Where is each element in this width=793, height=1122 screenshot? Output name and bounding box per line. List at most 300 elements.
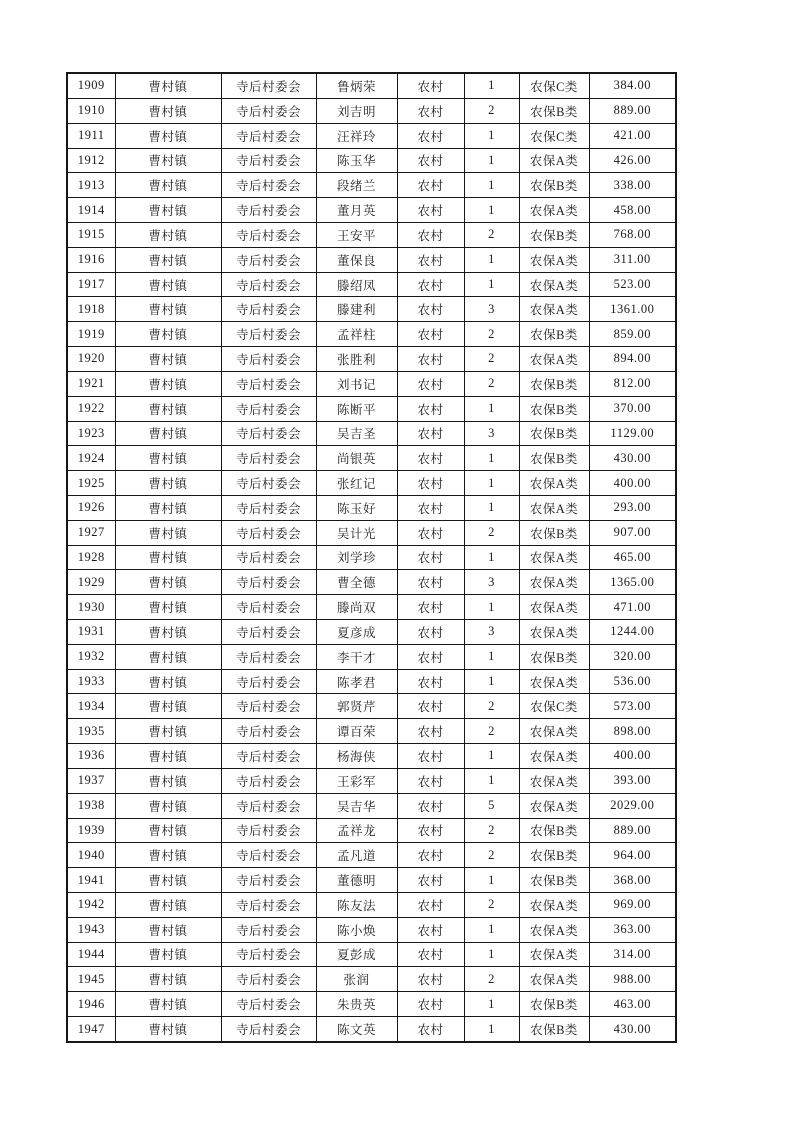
insurance-category: 农保A类 (519, 669, 589, 694)
town-name: 曹村镇 (115, 396, 221, 421)
amount: 2029.00 (589, 793, 676, 818)
insurance-category: 农保B类 (519, 98, 589, 123)
person-name: 张红记 (316, 471, 397, 496)
table-row (67, 421, 676, 446)
insurance-category: 农保B类 (519, 322, 589, 347)
table-row (67, 371, 676, 396)
village-committee: 寺后村委会 (221, 942, 316, 967)
person-name: 吴吉华 (316, 793, 397, 818)
insurance-category: 农保A类 (519, 595, 589, 620)
village-committee: 寺后村委会 (221, 892, 316, 917)
village-committee: 寺后村委会 (221, 520, 316, 545)
person-name: 陈断平 (316, 396, 397, 421)
table-row (67, 73, 676, 98)
town-name: 曹村镇 (115, 98, 221, 123)
row-number: 1928 (67, 545, 115, 570)
insurance-category: 农保A类 (519, 620, 589, 645)
village-committee: 寺后村委会 (221, 1017, 316, 1042)
residence-type: 农村 (397, 570, 464, 595)
person-count: 2 (464, 98, 519, 123)
insurance-category: 农保B类 (519, 173, 589, 198)
person-name: 陈孝君 (316, 669, 397, 694)
person-count: 1 (464, 992, 519, 1017)
insurance-category: 农保A类 (519, 744, 589, 769)
table-row (67, 868, 676, 893)
residence-type: 农村 (397, 719, 464, 744)
table-row (67, 818, 676, 843)
village-committee: 寺后村委会 (221, 768, 316, 793)
amount: 536.00 (589, 669, 676, 694)
person-name: 董保良 (316, 247, 397, 272)
table-row (67, 247, 676, 272)
person-name: 曹全德 (316, 570, 397, 595)
residence-type: 农村 (397, 818, 464, 843)
row-number: 1914 (67, 198, 115, 223)
town-name: 曹村镇 (115, 73, 221, 98)
amount: 338.00 (589, 173, 676, 198)
town-name: 曹村镇 (115, 570, 221, 595)
row-number: 1944 (67, 942, 115, 967)
row-number: 1942 (67, 892, 115, 917)
town-name: 曹村镇 (115, 917, 221, 942)
village-committee: 寺后村委会 (221, 545, 316, 570)
town-name: 曹村镇 (115, 371, 221, 396)
person-name: 刘书记 (316, 371, 397, 396)
residence-type: 农村 (397, 595, 464, 620)
residence-type: 农村 (397, 471, 464, 496)
person-name: 鲁炳荣 (316, 73, 397, 98)
village-committee: 寺后村委会 (221, 396, 316, 421)
residence-type: 农村 (397, 942, 464, 967)
village-committee: 寺后村委会 (221, 818, 316, 843)
residence-type: 农村 (397, 148, 464, 173)
amount: 889.00 (589, 818, 676, 843)
person-name: 刘学珍 (316, 545, 397, 570)
table-row (67, 98, 676, 123)
insurance-category: 农保A类 (519, 719, 589, 744)
person-name: 吴吉圣 (316, 421, 397, 446)
row-number: 1945 (67, 967, 115, 992)
person-count: 1 (464, 148, 519, 173)
row-number: 1924 (67, 446, 115, 471)
insurance-category: 农保A类 (519, 495, 589, 520)
town-name: 曹村镇 (115, 123, 221, 148)
town-name: 曹村镇 (115, 744, 221, 769)
person-count: 1 (464, 768, 519, 793)
amount: 314.00 (589, 942, 676, 967)
table-row (67, 520, 676, 545)
person-count: 1 (464, 644, 519, 669)
residence-type: 农村 (397, 322, 464, 347)
table-row (67, 1017, 676, 1042)
amount: 458.00 (589, 198, 676, 223)
insurance-category: 农保B类 (519, 446, 589, 471)
village-committee: 寺后村委会 (221, 446, 316, 471)
person-count: 1 (464, 123, 519, 148)
amount: 969.00 (589, 892, 676, 917)
row-number: 1934 (67, 694, 115, 719)
insurance-category: 农保B类 (519, 520, 589, 545)
village-committee: 寺后村委会 (221, 371, 316, 396)
table-row (67, 768, 676, 793)
person-name: 陈玉华 (316, 148, 397, 173)
person-count: 2 (464, 892, 519, 917)
person-count: 2 (464, 223, 519, 248)
insurance-category: 农保A类 (519, 967, 589, 992)
person-name: 孟凡道 (316, 843, 397, 868)
village-committee: 寺后村委会 (221, 620, 316, 645)
person-name: 滕绍凤 (316, 272, 397, 297)
residence-type: 农村 (397, 992, 464, 1017)
town-name: 曹村镇 (115, 669, 221, 694)
amount: 889.00 (589, 98, 676, 123)
insurance-category: 农保A类 (519, 768, 589, 793)
person-count: 1 (464, 744, 519, 769)
village-committee: 寺后村委会 (221, 868, 316, 893)
village-committee: 寺后村委会 (221, 98, 316, 123)
row-number: 1909 (67, 73, 115, 98)
amount: 293.00 (589, 495, 676, 520)
row-number: 1927 (67, 520, 115, 545)
residence-type: 农村 (397, 198, 464, 223)
row-number: 1911 (67, 123, 115, 148)
village-committee: 寺后村委会 (221, 495, 316, 520)
residence-type: 农村 (397, 793, 464, 818)
village-committee: 寺后村委会 (221, 322, 316, 347)
insurance-category: 农保B类 (519, 223, 589, 248)
amount: 463.00 (589, 992, 676, 1017)
residence-type: 农村 (397, 669, 464, 694)
residence-type: 农村 (397, 123, 464, 148)
person-name: 董月英 (316, 198, 397, 223)
table-row (67, 917, 676, 942)
person-name: 陈文英 (316, 1017, 397, 1042)
village-committee: 寺后村委会 (221, 148, 316, 173)
row-number: 1915 (67, 223, 115, 248)
row-number: 1947 (67, 1017, 115, 1042)
town-name: 曹村镇 (115, 347, 221, 372)
village-committee: 寺后村委会 (221, 967, 316, 992)
village-committee: 寺后村委会 (221, 570, 316, 595)
person-name: 张润 (316, 967, 397, 992)
row-number: 1921 (67, 371, 115, 396)
row-number: 1926 (67, 495, 115, 520)
person-count: 2 (464, 967, 519, 992)
person-count: 1 (464, 73, 519, 98)
residence-type: 农村 (397, 297, 464, 322)
residence-type: 农村 (397, 396, 464, 421)
person-count: 1 (464, 471, 519, 496)
insurance-category: 农保B类 (519, 371, 589, 396)
village-committee: 寺后村委会 (221, 73, 316, 98)
amount: 426.00 (589, 148, 676, 173)
person-name: 王安平 (316, 223, 397, 248)
town-name: 曹村镇 (115, 644, 221, 669)
insurance-category: 农保B类 (519, 1017, 589, 1042)
person-count: 1 (464, 446, 519, 471)
town-name: 曹村镇 (115, 322, 221, 347)
amount: 311.00 (589, 247, 676, 272)
person-name: 滕尚双 (316, 595, 397, 620)
person-count: 1 (464, 669, 519, 694)
person-count: 3 (464, 570, 519, 595)
amount: 465.00 (589, 545, 676, 570)
person-count: 1 (464, 198, 519, 223)
town-name: 曹村镇 (115, 595, 221, 620)
person-count: 1 (464, 173, 519, 198)
person-name: 吴计光 (316, 520, 397, 545)
row-number: 1922 (67, 396, 115, 421)
residence-type: 农村 (397, 892, 464, 917)
town-name: 曹村镇 (115, 620, 221, 645)
residence-type: 农村 (397, 247, 464, 272)
residence-type: 农村 (397, 917, 464, 942)
table-row (67, 892, 676, 917)
person-name: 陈玉好 (316, 495, 397, 520)
amount: 400.00 (589, 471, 676, 496)
residence-type: 农村 (397, 744, 464, 769)
person-count: 1 (464, 595, 519, 620)
person-name: 王彩军 (316, 768, 397, 793)
amount: 907.00 (589, 520, 676, 545)
insurance-category: 农保B类 (519, 421, 589, 446)
village-committee: 寺后村委会 (221, 992, 316, 1017)
town-name: 曹村镇 (115, 967, 221, 992)
table-row (67, 347, 676, 372)
insurance-category: 农保A类 (519, 471, 589, 496)
row-number: 1932 (67, 644, 115, 669)
person-count: 1 (464, 1017, 519, 1042)
residence-type: 农村 (397, 545, 464, 570)
table-row (67, 843, 676, 868)
town-name: 曹村镇 (115, 818, 221, 843)
insurance-category: 农保A类 (519, 297, 589, 322)
row-number: 1943 (67, 917, 115, 942)
amount: 812.00 (589, 371, 676, 396)
row-number: 1938 (67, 793, 115, 818)
insurance-category: 农保A类 (519, 347, 589, 372)
row-number: 1913 (67, 173, 115, 198)
table-row (67, 322, 676, 347)
row-number: 1930 (67, 595, 115, 620)
table-row (67, 173, 676, 198)
amount: 1244.00 (589, 620, 676, 645)
town-name: 曹村镇 (115, 793, 221, 818)
residence-type: 农村 (397, 173, 464, 198)
village-committee: 寺后村委会 (221, 297, 316, 322)
town-name: 曹村镇 (115, 868, 221, 893)
insurance-category: 农保A类 (519, 942, 589, 967)
insurance-category: 农保B类 (519, 644, 589, 669)
residence-type: 农村 (397, 1017, 464, 1042)
town-name: 曹村镇 (115, 272, 221, 297)
village-committee: 寺后村委会 (221, 595, 316, 620)
town-name: 曹村镇 (115, 520, 221, 545)
village-committee: 寺后村委会 (221, 198, 316, 223)
insurance-category: 农保A类 (519, 793, 589, 818)
row-number: 1912 (67, 148, 115, 173)
village-committee: 寺后村委会 (221, 744, 316, 769)
town-name: 曹村镇 (115, 768, 221, 793)
table-row (67, 123, 676, 148)
person-name: 杨海侠 (316, 744, 397, 769)
village-committee: 寺后村委会 (221, 347, 316, 372)
amount: 393.00 (589, 768, 676, 793)
town-name: 曹村镇 (115, 719, 221, 744)
amount: 1361.00 (589, 297, 676, 322)
table-row (67, 148, 676, 173)
person-name: 汪祥玲 (316, 123, 397, 148)
amount: 370.00 (589, 396, 676, 421)
table-row (67, 198, 676, 223)
amount: 471.00 (589, 595, 676, 620)
row-number: 1920 (67, 347, 115, 372)
village-committee: 寺后村委会 (221, 843, 316, 868)
row-number: 1918 (67, 297, 115, 322)
amount: 421.00 (589, 123, 676, 148)
person-count: 2 (464, 371, 519, 396)
pension-roster-table (66, 72, 677, 1043)
insurance-category: 农保A类 (519, 892, 589, 917)
person-count: 1 (464, 917, 519, 942)
table-row (67, 495, 676, 520)
person-count: 2 (464, 347, 519, 372)
row-number: 1940 (67, 843, 115, 868)
person-name: 夏彦成 (316, 620, 397, 645)
town-name: 曹村镇 (115, 421, 221, 446)
residence-type: 农村 (397, 272, 464, 297)
village-committee: 寺后村委会 (221, 421, 316, 446)
town-name: 曹村镇 (115, 173, 221, 198)
amount: 523.00 (589, 272, 676, 297)
table-row (67, 545, 676, 570)
town-name: 曹村镇 (115, 198, 221, 223)
row-number: 1910 (67, 98, 115, 123)
person-name: 董德明 (316, 868, 397, 893)
village-committee: 寺后村委会 (221, 471, 316, 496)
row-number: 1919 (67, 322, 115, 347)
person-count: 3 (464, 620, 519, 645)
table-row (67, 396, 676, 421)
table-row (67, 595, 676, 620)
village-committee: 寺后村委会 (221, 694, 316, 719)
person-name: 陈友法 (316, 892, 397, 917)
table-row (67, 967, 676, 992)
amount: 430.00 (589, 1017, 676, 1042)
village-committee: 寺后村委会 (221, 644, 316, 669)
amount: 898.00 (589, 719, 676, 744)
person-name: 张胜利 (316, 347, 397, 372)
town-name: 曹村镇 (115, 471, 221, 496)
row-number: 1923 (67, 421, 115, 446)
table-row (67, 694, 676, 719)
person-count: 5 (464, 793, 519, 818)
town-name: 曹村镇 (115, 247, 221, 272)
table-row (67, 744, 676, 769)
row-number: 1939 (67, 818, 115, 843)
amount: 859.00 (589, 322, 676, 347)
town-name: 曹村镇 (115, 942, 221, 967)
insurance-category: 农保A类 (519, 198, 589, 223)
village-committee: 寺后村委会 (221, 173, 316, 198)
town-name: 曹村镇 (115, 297, 221, 322)
insurance-category: 农保C类 (519, 73, 589, 98)
insurance-category: 农保A类 (519, 148, 589, 173)
person-count: 3 (464, 297, 519, 322)
amount: 320.00 (589, 644, 676, 669)
row-number: 1917 (67, 272, 115, 297)
residence-type: 农村 (397, 868, 464, 893)
row-number: 1916 (67, 247, 115, 272)
residence-type: 农村 (397, 495, 464, 520)
residence-type: 农村 (397, 644, 464, 669)
residence-type: 农村 (397, 98, 464, 123)
person-name: 滕建利 (316, 297, 397, 322)
residence-type: 农村 (397, 371, 464, 396)
residence-type: 农村 (397, 843, 464, 868)
person-count: 1 (464, 495, 519, 520)
person-count: 2 (464, 719, 519, 744)
table-row (67, 272, 676, 297)
person-count: 2 (464, 843, 519, 868)
person-name: 郭贤芹 (316, 694, 397, 719)
residence-type: 农村 (397, 223, 464, 248)
amount: 1365.00 (589, 570, 676, 595)
village-committee: 寺后村委会 (221, 719, 316, 744)
insurance-category: 农保C类 (519, 694, 589, 719)
village-committee: 寺后村委会 (221, 272, 316, 297)
town-name: 曹村镇 (115, 446, 221, 471)
person-name: 尚银英 (316, 446, 397, 471)
row-number: 1936 (67, 744, 115, 769)
person-count: 2 (464, 322, 519, 347)
table-row (67, 793, 676, 818)
table-row (67, 992, 676, 1017)
person-name: 朱贵英 (316, 992, 397, 1017)
person-count: 1 (464, 272, 519, 297)
town-name: 曹村镇 (115, 992, 221, 1017)
insurance-category: 农保A类 (519, 570, 589, 595)
person-name: 孟祥柱 (316, 322, 397, 347)
residence-type: 农村 (397, 73, 464, 98)
amount: 368.00 (589, 868, 676, 893)
village-committee: 寺后村委会 (221, 793, 316, 818)
insurance-category: 农保C类 (519, 123, 589, 148)
person-count: 2 (464, 818, 519, 843)
insurance-category: 农保B类 (519, 992, 589, 1017)
residence-type: 农村 (397, 520, 464, 545)
table-row (67, 570, 676, 595)
insurance-category: 农保B类 (519, 868, 589, 893)
person-count: 3 (464, 421, 519, 446)
town-name: 曹村镇 (115, 843, 221, 868)
village-committee: 寺后村委会 (221, 123, 316, 148)
residence-type: 农村 (397, 347, 464, 372)
row-number: 1933 (67, 669, 115, 694)
person-name: 谭百荣 (316, 719, 397, 744)
town-name: 曹村镇 (115, 545, 221, 570)
town-name: 曹村镇 (115, 495, 221, 520)
residence-type: 农村 (397, 694, 464, 719)
amount: 430.00 (589, 446, 676, 471)
table-row (67, 620, 676, 645)
row-number: 1929 (67, 570, 115, 595)
person-count: 1 (464, 545, 519, 570)
village-committee: 寺后村委会 (221, 669, 316, 694)
person-name: 孟祥龙 (316, 818, 397, 843)
insurance-category: 农保A类 (519, 247, 589, 272)
amount: 400.00 (589, 744, 676, 769)
